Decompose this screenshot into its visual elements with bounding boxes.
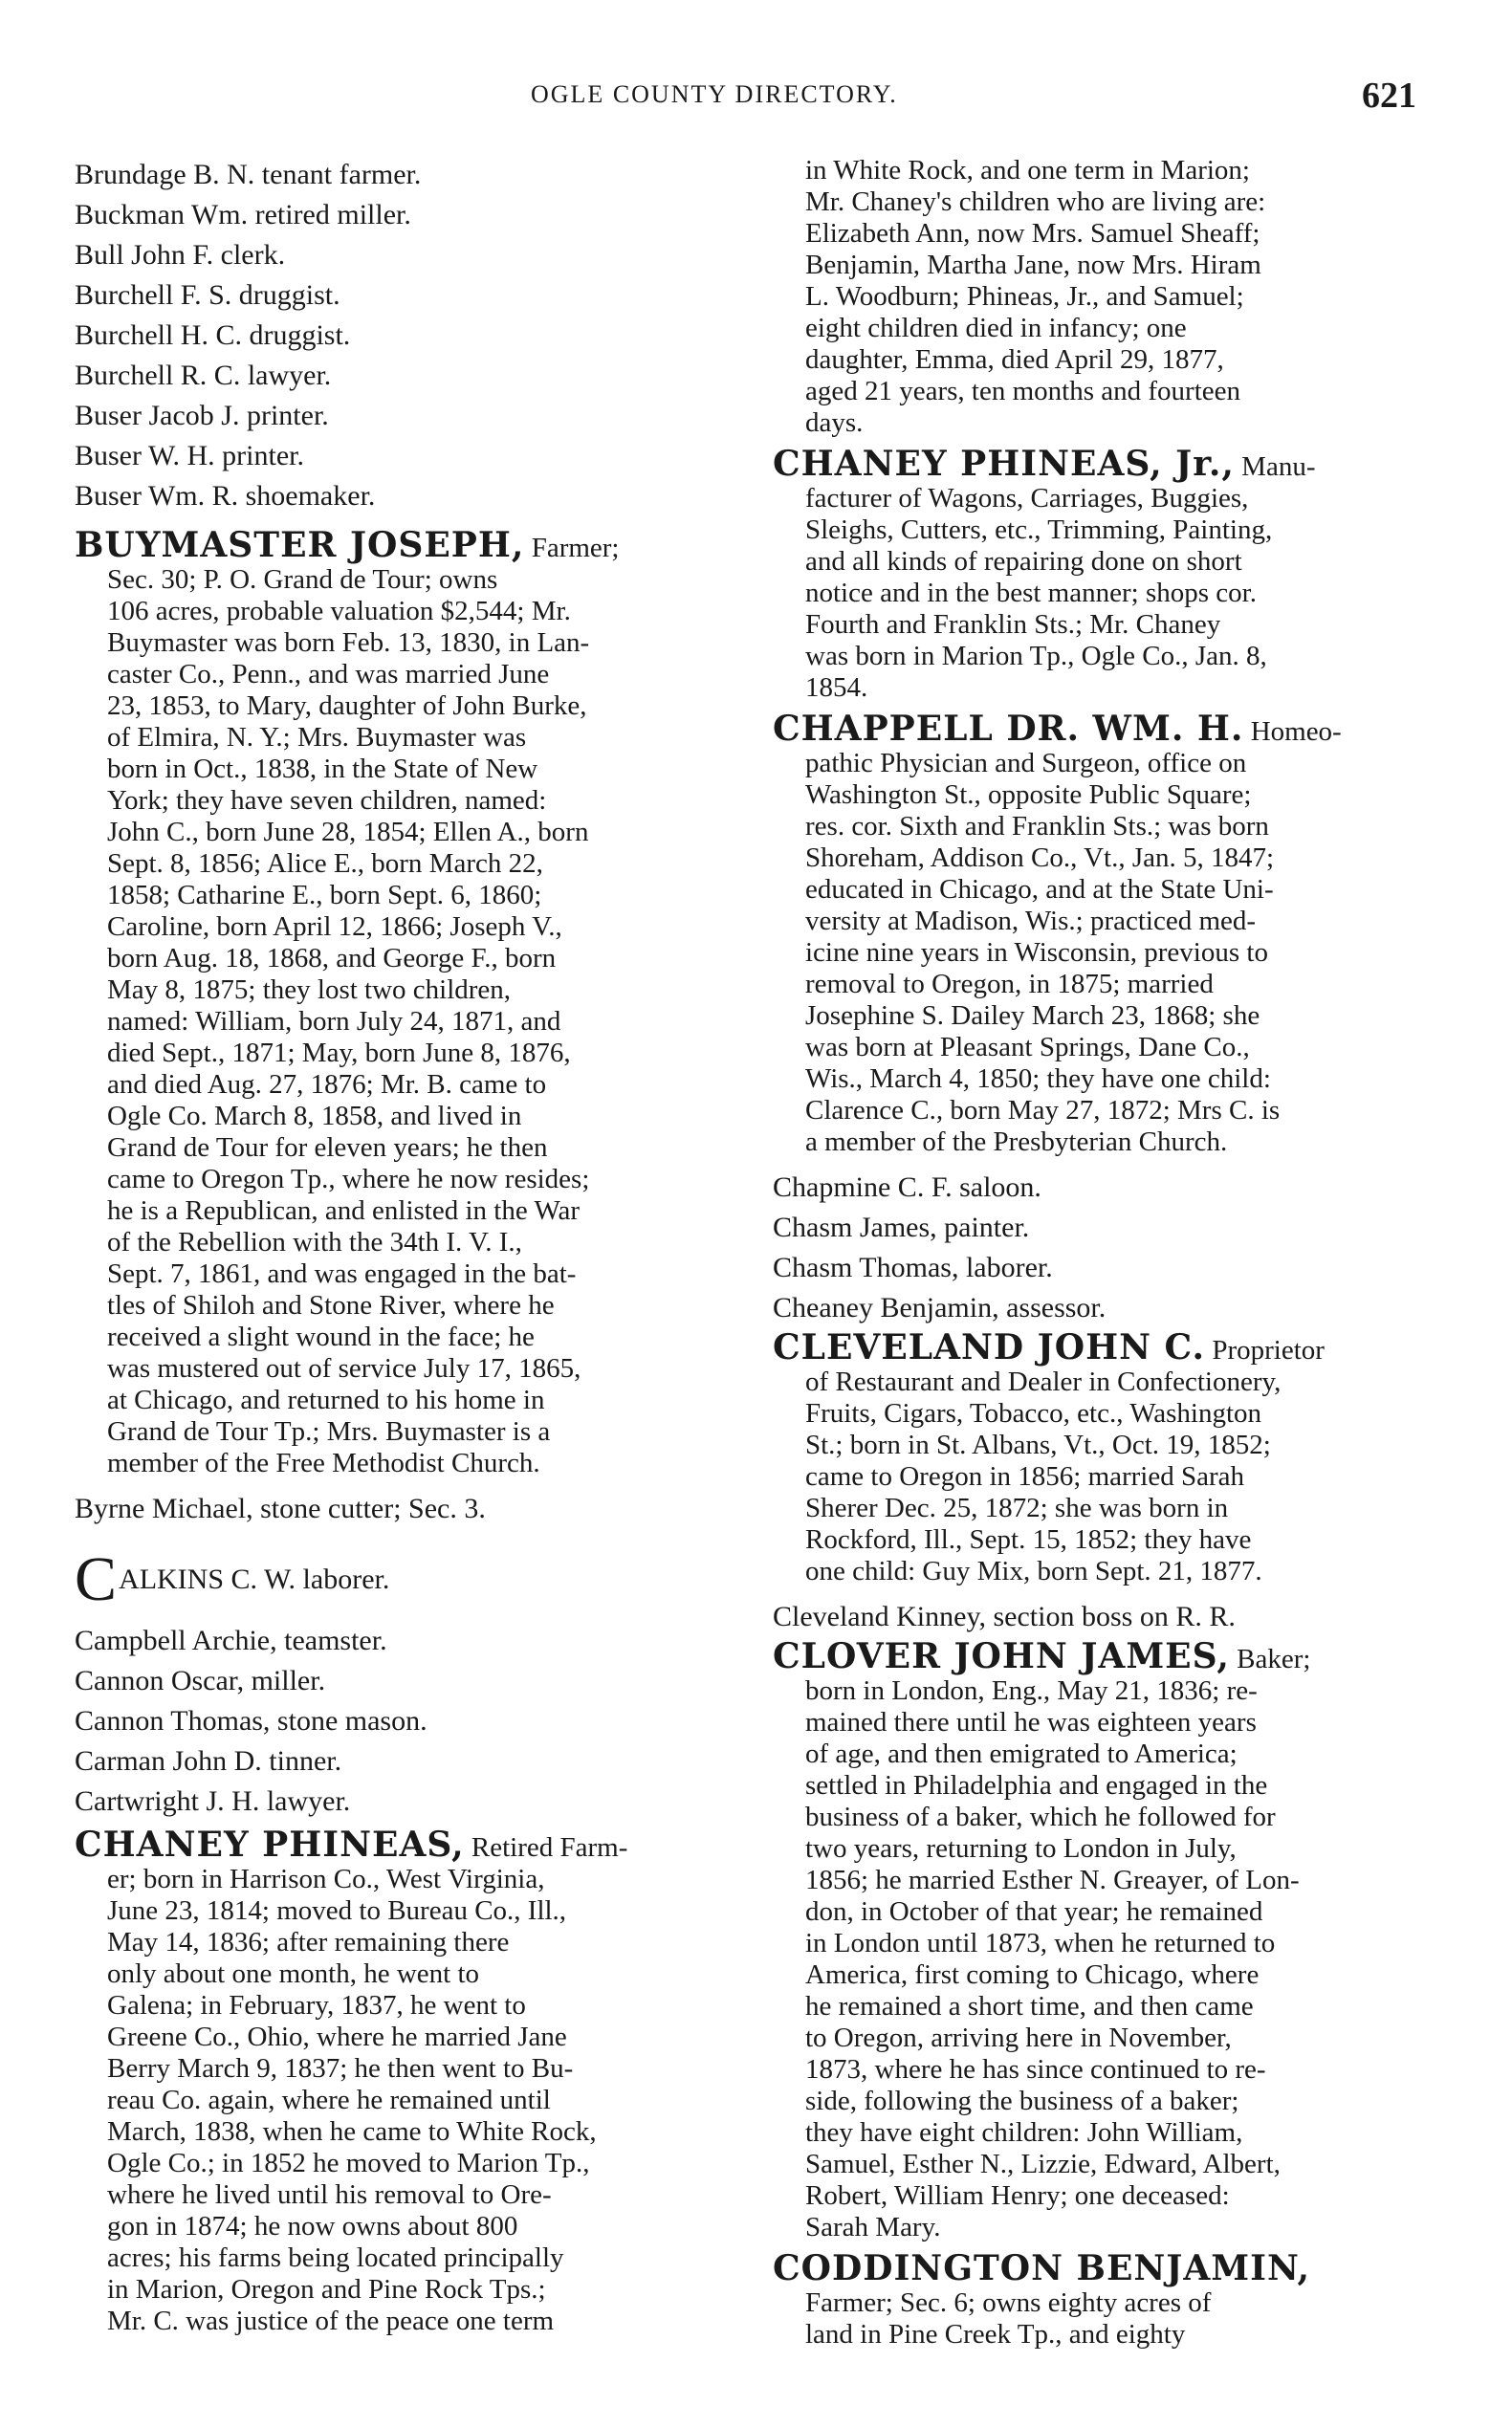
entry-line: Grand de Tour Tp.; Mrs. Buymaster is a — [107, 1416, 551, 1447]
entry-line: 1856; he married Esther N. Greayer, of Lon- — [805, 1865, 1300, 1895]
list-item: Chasm James, painter. — [773, 1212, 1030, 1243]
entry-line: Sept. 7, 1861, and was engaged in the bat- — [107, 1258, 577, 1289]
entry-line: caster Co., Penn., and was married June — [107, 659, 550, 689]
entry-line: born in London, Eng., May 21, 1836; re- — [805, 1675, 1258, 1706]
entry-line: L. Woodburn; Phineas, Jr., and Samuel; — [805, 281, 1244, 312]
entry-line: 1873, where he has since continued to re- — [805, 2054, 1266, 2085]
entry-line: Samuel, Esther N., Lizzie, Edward, Albert, — [805, 2149, 1281, 2179]
entry-line: born in Oct., 1838, in the State of New — [107, 754, 538, 784]
entry-line: Sept. 8, 1856; Alice E., born March 22, — [107, 848, 543, 879]
entry-line: and all kinds of repairing done on short — [805, 546, 1242, 577]
entry-chaney-jr — [773, 444, 1423, 704]
entry-line: Robert, William Henry; one deceased: — [805, 2180, 1230, 2211]
entry-line: March, 1838, when he came to White Rock, — [107, 2116, 597, 2147]
list-item: Buser W. H. printer. — [75, 440, 304, 471]
entry-line: versity at Madison, Wis.; practiced med- — [805, 906, 1257, 936]
list-item: Cleveland Kinney, section boss on R. R. — [773, 1601, 1236, 1632]
entry-line: er; born in Harrison Co., West Virginia, — [107, 1864, 545, 1894]
list-item: Carman John D. tinner. — [75, 1745, 342, 1777]
entry-line: named: William, born July 24, 1871, and — [107, 1006, 561, 1037]
entry-line: one child: Guy Mix, born Sept. 21, 1877. — [805, 1556, 1262, 1586]
entry-line: he remained a short time, and then came — [805, 1991, 1254, 2022]
list-item: Burchell R. C. lawyer. — [75, 360, 332, 391]
entry-line: Mr. Chaney's children who are living are: — [805, 186, 1266, 217]
page-number: 621 — [1362, 76, 1416, 116]
entry-line: Retired Farm- — [471, 1832, 628, 1863]
list-item: Brundage B. N. tenant farmer. — [75, 159, 422, 190]
entry-line: St.; born in St. Albans, Vt., Oct. 19, 1852; — [805, 1430, 1271, 1460]
entry-line: John C., born June 28, 1854; Ellen A., born — [107, 817, 589, 847]
right-column — [773, 155, 1423, 2360]
entry-line: Grand de Tour for eleven years; he then — [107, 1132, 548, 1163]
list-item: Buckman Wm. retired miller. — [75, 199, 411, 230]
entry-line: don, in October of that year; he remained — [805, 1896, 1263, 1927]
entry-line: pathic Physician and Surgeon, office on — [805, 748, 1247, 778]
list-item: Campbell Archie, teamster. — [75, 1625, 387, 1656]
entry-line: 106 acres, probable valuation $2,544; Mr. — [107, 596, 571, 626]
entry-line: to Oregon, arriving here in November, — [805, 2023, 1232, 2053]
entry-line: was born at Pleasant Springs, Dane Co., — [805, 1032, 1250, 1062]
entry-line: two years, returning to London in July, — [805, 1833, 1237, 1864]
entry-line: Berry March 9, 1837; he then went to Bu- — [107, 2053, 574, 2084]
entry-line: side, following the business of a baker; — [805, 2086, 1239, 2116]
list-item: Chasm Thomas, laborer. — [773, 1252, 1053, 1283]
list-item: Burchell F. S. druggist. — [75, 279, 340, 311]
entry-line: a member of the Presbyterian Church. — [805, 1127, 1228, 1157]
entry-line: tles of Shiloh and Stone River, where he — [107, 1290, 555, 1321]
entry-line: of age, and then emigrated to America; — [805, 1739, 1238, 1769]
entry-line: of Elmira, N. Y.; Mrs. Buymaster was — [107, 722, 527, 753]
entry-line: Buymaster was born Feb. 13, 1830, in Lan- — [107, 627, 590, 658]
list-item: Chapmine C. F. saloon. — [773, 1171, 1041, 1203]
list-item: Cannon Thomas, stone mason. — [75, 1705, 427, 1737]
list-item: Cartwright J. H. lawyer. — [75, 1785, 351, 1817]
entry-line: born Aug. 18, 1868, and George F., born — [107, 943, 557, 973]
entry-line: Fourth and Franklin Sts.; Mr. Chaney — [805, 609, 1221, 640]
entry-line: May 8, 1875; they lost two children, — [107, 974, 512, 1005]
drop-cap: C — [75, 1544, 118, 1614]
entry-line: reau Co. again, where he remained until — [107, 2085, 551, 2115]
entry-line: 1854. — [805, 672, 868, 703]
list-item: Bull John F. clerk. — [75, 239, 286, 271]
entry-line: res. cor. Sixth and Franklin Sts.; was born — [805, 811, 1269, 842]
entry-line: Clarence C., born May 27, 1872; Mrs C. is — [805, 1095, 1281, 1126]
entry-line: Proprietor — [1212, 1335, 1325, 1366]
entry-line: Farmer; Sec. 6; owns eighty acres of — [805, 2287, 1212, 2318]
entry-line: America, first coming to Chicago, where — [805, 1959, 1260, 1990]
entry-chaney — [75, 1825, 725, 2337]
entry-line: Farmer; — [531, 533, 620, 563]
entry-line: Sarah Mary. — [805, 2212, 941, 2242]
left-column — [75, 155, 725, 2347]
entry-line: Galena; in February, 1837, he went to — [107, 1990, 526, 2021]
entry-line: came to Oregon in 1856; married Sarah — [805, 1461, 1245, 1492]
entry-line: Sherer Dec. 25, 1872; she was born in — [805, 1493, 1229, 1523]
entry-line: Manu- — [1241, 451, 1316, 482]
entry-line: Shoreham, Addison Co., Vt., Jan. 5, 1847; — [805, 842, 1275, 873]
list-item: Cannon Oscar, miller. — [75, 1665, 326, 1696]
entry-line: was mustered out of service July 17, 1865, — [107, 1353, 581, 1384]
list-item: Cheaney Benjamin, assessor. — [773, 1292, 1107, 1323]
entry-line: Ogle Co.; in 1852 he moved to Marion Tp., — [107, 2148, 590, 2178]
running-title: OGLE COUNTY DIRECTORY. — [531, 80, 898, 108]
entry-name: CLEVELAND JOHN C. — [773, 1327, 1206, 1367]
list-item: Burchell H. C. druggist. — [75, 319, 351, 351]
entry-cleveland — [773, 1327, 1423, 1587]
entry-name: CHANEY PHINEAS, — [75, 1825, 465, 1865]
entry-line: of the Rebellion with the 34th I. V. I., — [107, 1227, 522, 1258]
entry-line: Benjamin, Martha Jane, now Mrs. Hiram — [805, 250, 1261, 280]
entry-line: June 23, 1814; moved to Bureau Co., Ill., — [107, 1895, 567, 1926]
list-item: Buser Wm. R. shoemaker. — [75, 480, 376, 512]
entry-coddington — [773, 2248, 1423, 2351]
entry-line: Mr. C. was justice of the peace one term — [107, 2306, 555, 2336]
entry-chaney-continued — [773, 155, 1423, 439]
entry-line: land in Pine Creek Tp., and eighty — [805, 2319, 1186, 2350]
entry-name: CODDINGTON BENJAMIN, — [773, 2248, 1311, 2288]
entry-line: business of a baker, which he followed for — [805, 1802, 1276, 1832]
entry-line: days. — [805, 407, 864, 438]
entry-chappell — [773, 709, 1423, 1158]
list-item: Buser Jacob J. printer. — [75, 400, 329, 431]
entry-line: only about one month, he went to — [107, 1958, 480, 1989]
entry-line: Baker; — [1237, 1644, 1311, 1674]
entry-line: Rockford, Ill., Sept. 15, 1852; they have — [805, 1524, 1252, 1555]
entry-line: Ogle Co. March 8, 1858, and lived in — [107, 1101, 522, 1131]
entry-line: facturer of Wagons, Carriages, Buggies, — [805, 483, 1249, 514]
entry-line: where he lived until his removal to Ore- — [107, 2179, 552, 2210]
entry-line: 1858; Catharine E., born Sept. 6, 1860; — [107, 880, 542, 910]
entry-line: was born in Marion Tp., Ogle Co., Jan. 8, — [805, 641, 1267, 671]
entry-name: CLOVER JOHN JAMES, — [773, 1636, 1230, 1676]
entry-line: York; they have seven children, named: — [107, 785, 547, 816]
entry-line: 23, 1853, to Mary, daughter of John Burke, — [107, 690, 587, 721]
entry-line: Fruits, Cigars, Tobacco, etc., Washington — [805, 1398, 1262, 1429]
entry-line: daughter, Emma, died April 29, 1877, — [805, 344, 1224, 375]
section-start-c — [75, 1544, 725, 1614]
entry-line: Homeo- — [1250, 716, 1342, 747]
entry-line: in Marion, Oregon and Pine Rock Tps.; — [107, 2274, 546, 2305]
entry-clover — [773, 1636, 1423, 2243]
entry-line: in London until 1873, when he returned to — [805, 1928, 1276, 1958]
entry-line: came to Oregon Tp., where he now resides; — [107, 1164, 590, 1194]
entry-line: mained there until he was eighteen years — [805, 1707, 1257, 1738]
entry-line: died Sept., 1871; May, born June 8, 1876, — [107, 1038, 571, 1068]
entry-line: Josephine S. Dailey March 23, 1868; she — [805, 1000, 1260, 1031]
entry-line: Wis., March 4, 1850; they have one child: — [805, 1063, 1271, 1094]
entry-line: May 14, 1836; after remaining there — [107, 1927, 510, 1958]
entry-buymaster — [75, 525, 725, 1479]
entry-line: acres; his farms being located principally — [107, 2242, 564, 2273]
entry-line: gon in 1874; he now owns about 800 — [107, 2211, 518, 2242]
entry-line: in White Rock, and one term in Marion; — [805, 155, 1250, 186]
entry-line: settled in Philadelphia and engaged in the — [805, 1770, 1268, 1801]
entry-line: member of the Free Methodist Church. — [107, 1448, 540, 1478]
entry-line: Sec. 30; P. O. Grand de Tour; owns — [107, 564, 498, 595]
entry-line: they have eight children: John William, — [805, 2117, 1243, 2148]
entry-line: removal to Oregon, in 1875; married — [805, 969, 1214, 999]
entry-line: notice and in the best manner; shops cor. — [805, 578, 1257, 608]
entry-line: Elizabeth Ann, now Mrs. Samuel Sheaff; — [805, 218, 1260, 249]
list-item: Byrne Michael, stone cutter; Sec. 3. — [75, 1493, 486, 1524]
entry-line: eight children died in infancy; one — [805, 313, 1187, 343]
entry-line: at Chicago, and returned to his home in — [107, 1385, 545, 1415]
entry-line: aged 21 years, ten months and fourteen — [805, 376, 1240, 406]
entry-line: received a slight wound in the face; he — [107, 1322, 535, 1352]
entry-name: BUYMASTER JOSEPH, — [75, 525, 525, 565]
entry-line: Greene Co., Ohio, where he married Jane — [107, 2022, 567, 2052]
entry-name: CHAPPELL DR. WM. H. — [773, 709, 1244, 749]
entry-line: Caroline, born April 12, 1866; Joseph V., — [107, 911, 562, 942]
entry-name: CHANEY PHINEAS, Jr., — [773, 444, 1235, 484]
list-item: ALKINS C. W. laborer. — [119, 1564, 390, 1595]
entry-line: icine nine years in Wisconsin, previous to — [805, 937, 1268, 968]
entry-line: Washington St., opposite Public Square; — [805, 779, 1252, 810]
entry-line: educated in Chicago, and at the State Uni- — [805, 874, 1274, 905]
entry-line: Sleighs, Cutters, etc., Trimming, Painting, — [805, 514, 1273, 545]
entry-line: he is a Republican, and enlisted in the War — [107, 1195, 581, 1226]
entry-line: of Restaurant and Dealer in Confectionery, — [805, 1367, 1282, 1397]
page-header — [0, 75, 1512, 122]
entry-line: and died Aug. 27, 1876; Mr. B. came to — [107, 1069, 547, 1100]
